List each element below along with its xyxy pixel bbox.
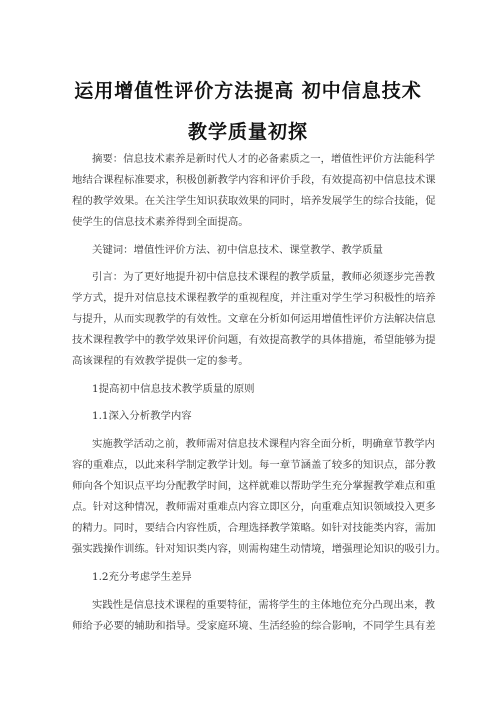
- paragraph-line: 师向各个知识点平均分配教学时间，这样就难以帮助学生充分掌握教学难点和重: [72, 480, 436, 492]
- intro-line: 引言：为了更好地提升初中信息技术课程的教学质量，教师必须逐步完善教: [92, 271, 435, 283]
- section-heading: 1提高初中信息技术教学质量的原则: [92, 383, 255, 395]
- intro-line: 与提升，从而实现教学的有效性。文章在分析如何运用增值性评价方法解决信息: [72, 313, 436, 325]
- abstract-line: 程的教学效果。在关注学生知识获取效果的同时，培养发展学生的综合技能，促: [72, 195, 436, 207]
- paragraph-line: 强实践操作训练。针对知识类内容，则需构建生动情境，增强理论知识的吸引力。: [72, 543, 447, 555]
- intro-line: 技术课程教学中的教学效果评价问题，有效提高教学的具体措施，希望能够为提: [72, 334, 436, 346]
- intro-line: 学方式，提升对信息技术课程教学的重视程度，并注重对学生学习积极性的培养: [72, 292, 436, 304]
- abstract-line: 使学生的信息技术素养得到全面提高。: [72, 216, 249, 228]
- paragraph-line: 实践性是信息技术课程的重要特征，需将学生的主体地位充分凸现出来，教: [92, 599, 435, 611]
- intro-line: 高该课程的有效教学提供一定的参考。: [72, 355, 249, 367]
- abstract-line: 摘要：信息技术素养是新时代人才的必备素质之一，增值性评价方法能科学: [92, 153, 435, 165]
- paragraph-line: 的精力。同时，要结合内容性质，合理选择教学策略。如针对技能类内容，需加: [72, 522, 436, 534]
- document-title-line-1: 运用增值性评价方法提高 初中信息技术: [74, 80, 422, 102]
- subsection-heading: 1.1深入分析教学内容: [92, 410, 192, 422]
- paragraph-line: 点。针对这种情况，教师需对重难点内容立即区分，向重难点知识领域投入更多: [72, 501, 436, 513]
- paragraph-line: 容的重难点，以此来科学制定教学计划。每一章节涵盖了较多的知识点，部分教: [72, 459, 436, 471]
- subsection-heading: 1.2充分考虑学生差异: [92, 571, 192, 583]
- abstract-line: 地结合课程标准要求，积极创新教学内容和评价手段，有效提高初中信息技术课: [72, 174, 436, 186]
- paragraph-line: 师给予必要的辅助和指导。受家庭环境、生活经验的综合影响，不同学生具有差: [72, 620, 436, 632]
- keywords-line: 关键词：增值性评价方法、初中信息技术、课堂教学、教学质量: [92, 244, 383, 256]
- document-title-line-2: 教学质量初探: [187, 121, 308, 143]
- paragraph-line: 实施教学活动之前，教师需对信息技术课程内容全面分析，明确章节教学内: [92, 438, 435, 450]
